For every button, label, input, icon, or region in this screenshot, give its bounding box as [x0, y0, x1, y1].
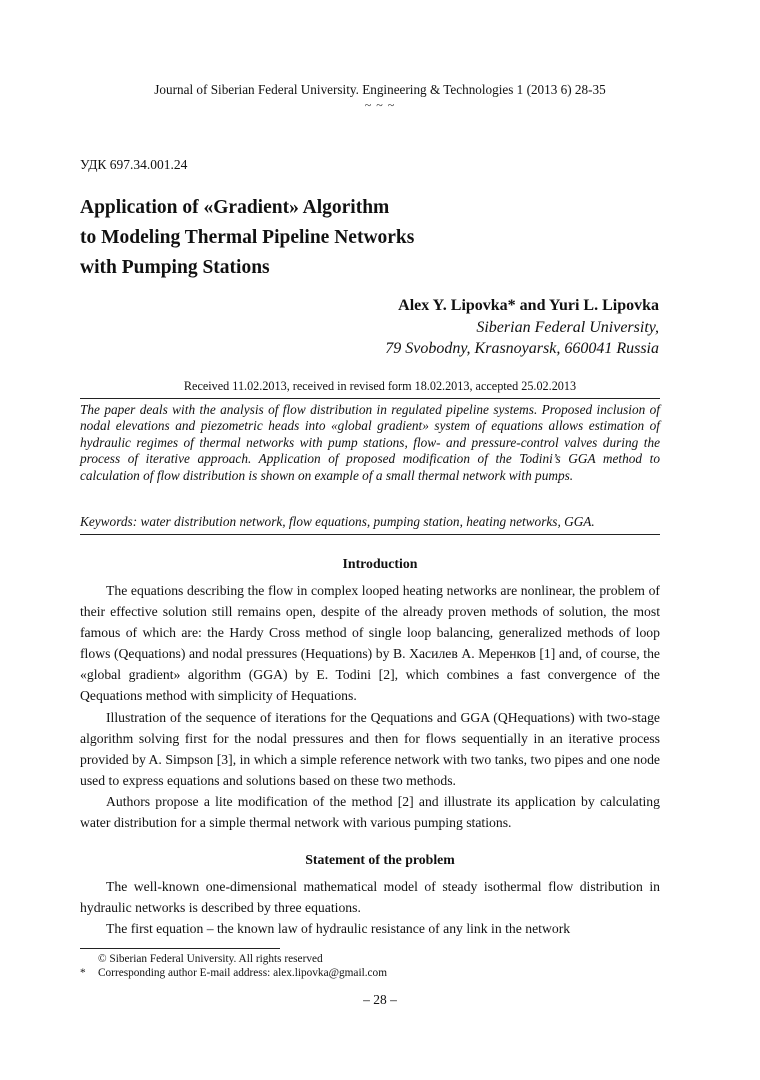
header-ornament: ~ ~ ~: [364, 98, 396, 112]
author-names: Alex Y. Lipovka* and Yuri L. Lipovka: [398, 297, 659, 314]
paragraph: The equations describing the flow in complex looped heating networks are nonlinear, the problem of their effective solution still remains open, despite of the already proven methods of solution, the most famous of which are: the Hardy Cross method of single loop balancing, generalized methods of loop flows (Qequations) and nodal pressures (Hequations) by В. Хасилев А. Меренков [1] and, of course, the «global gradient» algorithm (GGA) by E. Todini [2], which combines a fast convergence of the Qequations method with simplicity of Hequations.: [80, 583, 660, 704]
copyright-footnote: © Siberian Federal University. All rights reserved: [98, 953, 323, 965]
abstract-text: The paper deals with the analysis of flow distribution in regulated pipeline systems. Proposed inclusion of nodal elevations and piezometric heads into «global gradient» system of equations allows estimation of hydraulic regimes of thermal networks with pump stations, flow- and pressure-control valves during the process of iterative approach. Application of proposed modification of the Todini’s GGA method to calculation of flow distribution is shown on example of a small thermal network with pumps.: [80, 402, 660, 483]
author-block: [385, 295, 659, 360]
footnote-rule: [80, 948, 280, 949]
article-title: [80, 193, 640, 283]
title-line-1: Application of «Gradient» Algorithm: [80, 197, 390, 218]
paragraph: The first equation – the known law of hydraulic resistance of any link in the network: [106, 921, 571, 937]
received-dates: Received 11.02.2013, received in revised form 18.02.2013, accepted 25.02.2013: [183, 379, 577, 393]
title-line-2: to Modeling Thermal Pipeline Networks: [80, 227, 415, 248]
statement-body: [80, 876, 660, 939]
affiliation-line-2: 79 Svobodny, Krasnoyarsk, 660041 Russia: [385, 340, 659, 357]
paragraph: Authors propose a lite modification of the method [2] and illustrate its application by calculating water distribution for a simple thermal network with various pumping stations.: [80, 793, 660, 831]
keywords: Keywords: water distribution network, flow equations, pumping station, heating networks, GGA.: [80, 514, 595, 529]
udk-code: УДК 697.34.001.24: [80, 157, 188, 172]
abstract-top-rule: [80, 398, 660, 399]
paragraph: The well-known one-dimensional mathematical model of steady isothermal flow distribution in hydraulic networks is described by three equations.: [80, 879, 660, 916]
corresponding-footnote: [80, 966, 660, 980]
title-line-3: with Pumping Stations: [80, 257, 270, 278]
corresponding-author-email: Corresponding author E-mail address: alex.lipovka@gmail.com: [98, 967, 387, 979]
introduction-body: [80, 580, 660, 833]
page-number: – 28 –: [363, 992, 397, 1007]
section-heading-introduction: Introduction: [342, 556, 418, 571]
affiliation-line-1: Siberian Federal University,: [476, 318, 659, 336]
journal-header: Journal of Siberian Federal University. Engineering & Technologies 1 (2013 6) 28-35: [154, 82, 606, 97]
section-heading-statement: Statement of the problem: [305, 852, 455, 867]
abstract-bottom-rule: [80, 534, 660, 535]
footnote-star: *: [80, 967, 86, 979]
paragraph: Illustration of the sequence of iterations for the Qequations and GGA (QHequations) with two-stage algorithm solving first for the nodal pressures and then for flows sequentially in an iterative process provided by A. Simpson [3], in which a simple reference network with two tanks, two pipes and one node used to express equations and solutions based on these two methods.: [80, 709, 660, 788]
